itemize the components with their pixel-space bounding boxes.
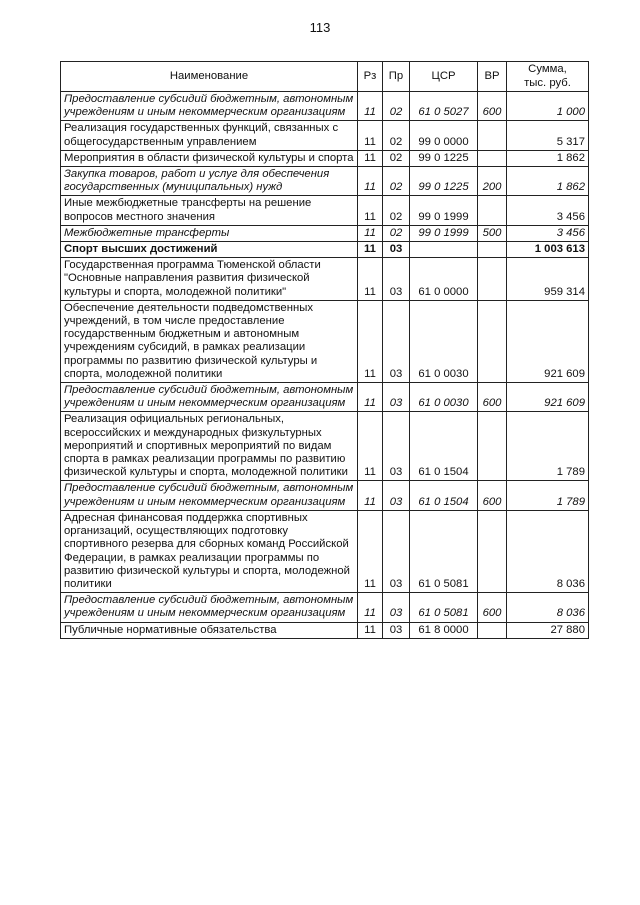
cell-pr: 02 xyxy=(383,92,410,121)
cell-vr: 600 xyxy=(478,92,507,121)
cell-name: Иные межбюджетные трансферты на решение вопросов местного значения xyxy=(61,196,358,225)
table-row xyxy=(61,196,589,225)
cell-pr: 02 xyxy=(383,196,410,225)
cell-sum: 8 036 xyxy=(507,593,589,622)
cell-pr: 03 xyxy=(383,510,410,592)
cell-pr: 03 xyxy=(383,258,410,301)
cell-name: Предоставление субсидий бюджетным, автономным учреждениям и иным некоммерческим организациям xyxy=(61,593,358,622)
cell-csr: 61 0 5081 xyxy=(410,510,478,592)
cell-csr: 61 0 0030 xyxy=(410,300,478,382)
table-row xyxy=(61,481,589,510)
col-header-sum-line2: тыс. руб. xyxy=(524,76,571,89)
table-row xyxy=(61,510,589,592)
cell-csr xyxy=(410,242,478,258)
cell-pr: 03 xyxy=(383,593,410,622)
table-row xyxy=(61,622,589,638)
cell-csr: 61 0 5081 xyxy=(410,593,478,622)
table-header-row xyxy=(61,62,589,92)
cell-vr xyxy=(478,242,507,258)
cell-name: Предоставление субсидий бюджетным, автономным учреждениям и иным некоммерческим организациям xyxy=(61,92,358,121)
table-row xyxy=(61,150,589,166)
page-number: 113 xyxy=(309,20,331,35)
cell-pr: 02 xyxy=(383,167,410,196)
cell-sum: 921 609 xyxy=(507,383,589,412)
cell-sum: 1 789 xyxy=(507,481,589,510)
cell-name: Предоставление субсидий бюджетным, автономным учреждениям и иным некоммерческим организациям xyxy=(61,383,358,412)
table-row xyxy=(61,300,589,382)
cell-csr: 99 0 1225 xyxy=(410,167,478,196)
cell-vr xyxy=(478,258,507,301)
cell-sum: 5 317 xyxy=(507,121,589,150)
col-header-sum xyxy=(507,62,589,92)
cell-name: Реализация официальных региональных, всероссийских и международных физкультурных мероприятий и спортивных мероприятий по видам спорта в рамках реализации программы по развитию физической культуры и спорта, молодежной политики xyxy=(61,412,358,481)
cell-csr: 99 0 1999 xyxy=(410,196,478,225)
cell-pr: 02 xyxy=(383,225,410,241)
cell-sum: 1 862 xyxy=(507,150,589,166)
cell-csr: 61 0 5027 xyxy=(410,92,478,121)
cell-sum: 1 862 xyxy=(507,167,589,196)
cell-vr: 600 xyxy=(478,593,507,622)
table-row xyxy=(61,383,589,412)
cell-pr: 02 xyxy=(383,150,410,166)
col-header-pr: Пр xyxy=(383,62,410,92)
cell-name: Адресная финансовая поддержка спортивных организаций, осуществляющих подготовку спортивного резерва для сборных команд Российской Федерации, в рамках реализации программы по развитию физической культуры и спорта, молодежной политики xyxy=(61,510,358,592)
cell-sum: 1 003 613 xyxy=(507,242,589,258)
cell-vr xyxy=(478,622,507,638)
col-header-sum-line1: Сумма, xyxy=(528,63,567,76)
cell-vr: 500 xyxy=(478,225,507,241)
cell-rz: 11 xyxy=(358,150,383,166)
cell-rz: 11 xyxy=(358,258,383,301)
cell-vr xyxy=(478,412,507,481)
cell-sum: 3 456 xyxy=(507,196,589,225)
table-row xyxy=(61,167,589,196)
cell-name: Предоставление субсидий бюджетным, автономным учреждениям и иным некоммерческим организациям xyxy=(61,481,358,510)
cell-vr: 200 xyxy=(478,167,507,196)
cell-csr: 99 0 1225 xyxy=(410,150,478,166)
cell-vr xyxy=(478,150,507,166)
table-row xyxy=(61,242,589,258)
col-header-name: Наименование xyxy=(61,62,358,92)
table-row xyxy=(61,225,589,241)
cell-csr: 61 0 0000 xyxy=(410,258,478,301)
cell-csr: 99 0 0000 xyxy=(410,121,478,150)
cell-rz: 11 xyxy=(358,242,383,258)
cell-sum: 1 000 xyxy=(507,92,589,121)
cell-pr: 03 xyxy=(383,300,410,382)
cell-csr: 61 0 0030 xyxy=(410,383,478,412)
cell-rz: 11 xyxy=(358,225,383,241)
cell-vr xyxy=(478,510,507,592)
cell-vr xyxy=(478,121,507,150)
cell-csr: 61 0 1504 xyxy=(410,412,478,481)
cell-pr: 03 xyxy=(383,383,410,412)
cell-vr xyxy=(478,196,507,225)
cell-name: Закупка товаров, работ и услуг для обеспечения государственных (муниципальных) нужд xyxy=(61,167,358,196)
cell-rz: 11 xyxy=(358,300,383,382)
cell-name: Спорт высших достижений xyxy=(61,242,358,258)
cell-name: Обеспечение деятельности подведомственных учреждений, в том числе предоставление государственным бюджетным и автономным учреждениям субсидий, в рамках реализации программы по развитию физической культуры и спорта, молодежной политики xyxy=(61,300,358,382)
cell-name: Межбюджетные трансферты xyxy=(61,225,358,241)
cell-sum: 1 789 xyxy=(507,412,589,481)
cell-rz: 11 xyxy=(358,92,383,121)
cell-pr: 03 xyxy=(383,622,410,638)
col-header-csr: ЦСР xyxy=(410,62,478,92)
cell-csr: 61 8 0000 xyxy=(410,622,478,638)
cell-pr: 02 xyxy=(383,121,410,150)
table-row xyxy=(61,92,589,121)
table-row xyxy=(61,593,589,622)
col-header-rz: Рз xyxy=(358,62,383,92)
cell-name: Государственная программа Тюменской области "Основные направления развития физической культуры и спорта, молодежной политики" xyxy=(61,258,358,301)
budget-table xyxy=(60,61,589,639)
cell-sum: 27 880 xyxy=(507,622,589,638)
cell-rz: 11 xyxy=(358,481,383,510)
cell-vr: 600 xyxy=(478,481,507,510)
cell-sum: 959 314 xyxy=(507,258,589,301)
cell-sum: 8 036 xyxy=(507,510,589,592)
cell-name: Реализация государственных функций, связанных с общегосударственным управлением xyxy=(61,121,358,150)
cell-rz: 11 xyxy=(358,167,383,196)
cell-rz: 11 xyxy=(358,622,383,638)
cell-pr: 03 xyxy=(383,481,410,510)
table-row xyxy=(61,258,589,301)
cell-pr: 03 xyxy=(383,412,410,481)
cell-sum: 3 456 xyxy=(507,225,589,241)
cell-rz: 11 xyxy=(358,383,383,412)
table-row xyxy=(61,121,589,150)
cell-rz: 11 xyxy=(358,593,383,622)
cell-vr: 600 xyxy=(478,383,507,412)
cell-csr: 99 0 1999 xyxy=(410,225,478,241)
table-row xyxy=(61,412,589,481)
cell-rz: 11 xyxy=(358,196,383,225)
cell-name: Мероприятия в области физической культуры и спорта xyxy=(61,150,358,166)
cell-name: Публичные нормативные обязательства xyxy=(61,622,358,638)
cell-rz: 11 xyxy=(358,510,383,592)
cell-sum: 921 609 xyxy=(507,300,589,382)
col-header-vr: ВР xyxy=(478,62,507,92)
cell-rz: 11 xyxy=(358,412,383,481)
cell-rz: 11 xyxy=(358,121,383,150)
cell-csr: 61 0 1504 xyxy=(410,481,478,510)
cell-vr xyxy=(478,300,507,382)
cell-pr: 03 xyxy=(383,242,410,258)
